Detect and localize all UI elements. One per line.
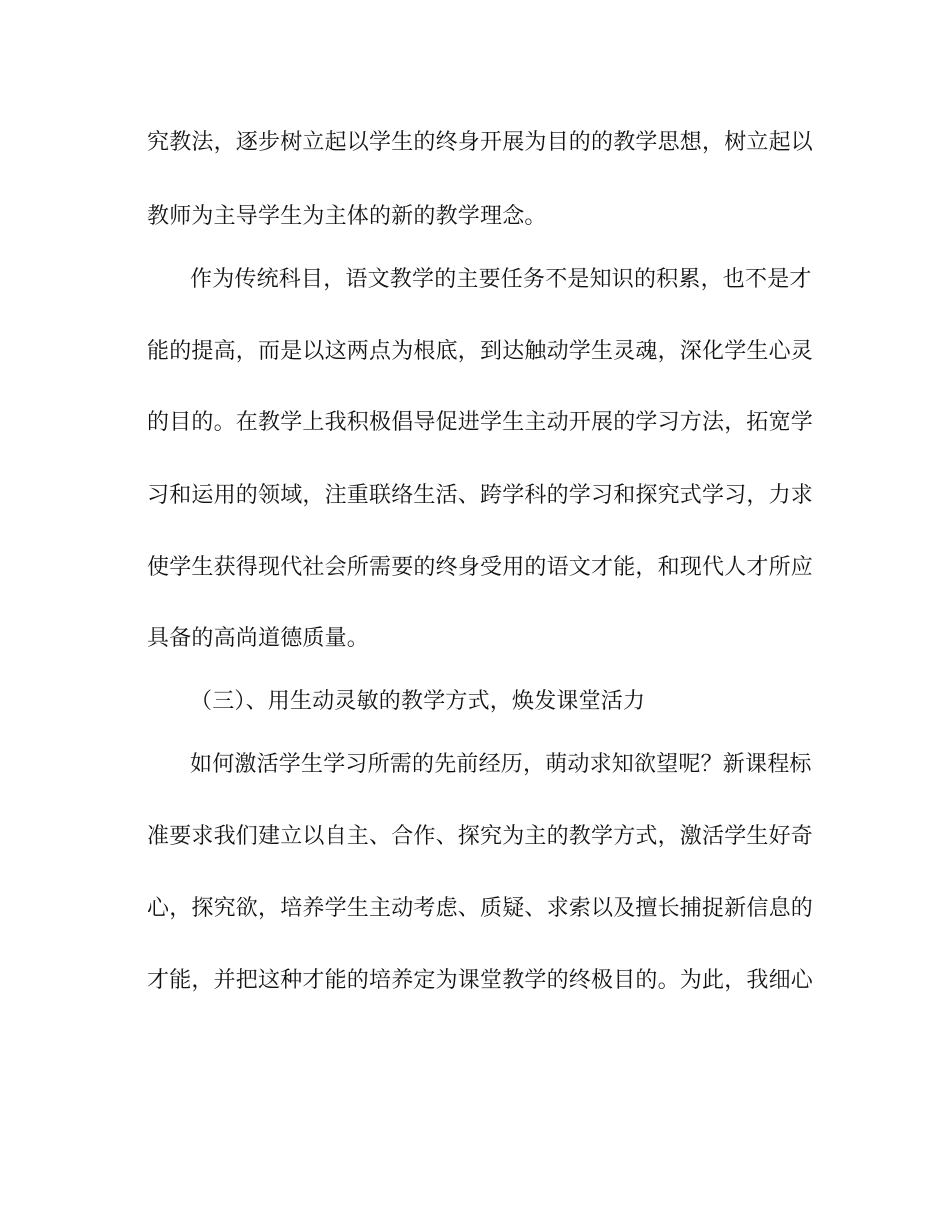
- paragraph-line: 能的提高，而是以这两点为根底，到达触动学生灵魂，深化学生心灵: [147, 339, 814, 364]
- paragraph-line: 心，探究欲，培养学生主动考虑、质疑、求索以及擅长捕捉新信息的: [147, 896, 814, 921]
- paragraph-line: 习和运用的领域，注重联络生活、跨学科的学习和探究式学习，力求: [147, 483, 814, 508]
- paragraph-line: 的目的。在教学上我积极倡导促进学生主动开展的学习方法，拓宽学: [147, 410, 814, 435]
- paragraph-line: 准要求我们建立以自主、合作、探究为主的教学方式，激活学生好奇: [147, 824, 814, 849]
- section-heading: （三）、用生动灵敏的教学方式，焕发课堂活力: [190, 689, 646, 714]
- paragraph-first-line: 作为传统科目，语文教学的主要任务不是知识的积累，也不是才: [190, 267, 812, 292]
- paragraph-line: 究教法，逐步树立起以学生的终身开展为目的的教学思想，树立起以: [147, 130, 814, 155]
- paragraph-line: 才能，并把这种才能的培养定为课堂教学的终极目的。为此，我细心: [147, 968, 814, 993]
- paragraph-line: 使学生获得现代社会所需要的终身受用的语文才能，和现代人才所应: [147, 555, 814, 580]
- paragraph-line: 教师为主导学生为主体的新的教学理念。: [147, 204, 547, 229]
- paragraph-first-line: 如何激活学生学习所需的先前经历，萌动求知欲望呢？新课程标: [190, 752, 812, 777]
- paragraph-line: 具备的高尚道德质量。: [147, 626, 370, 651]
